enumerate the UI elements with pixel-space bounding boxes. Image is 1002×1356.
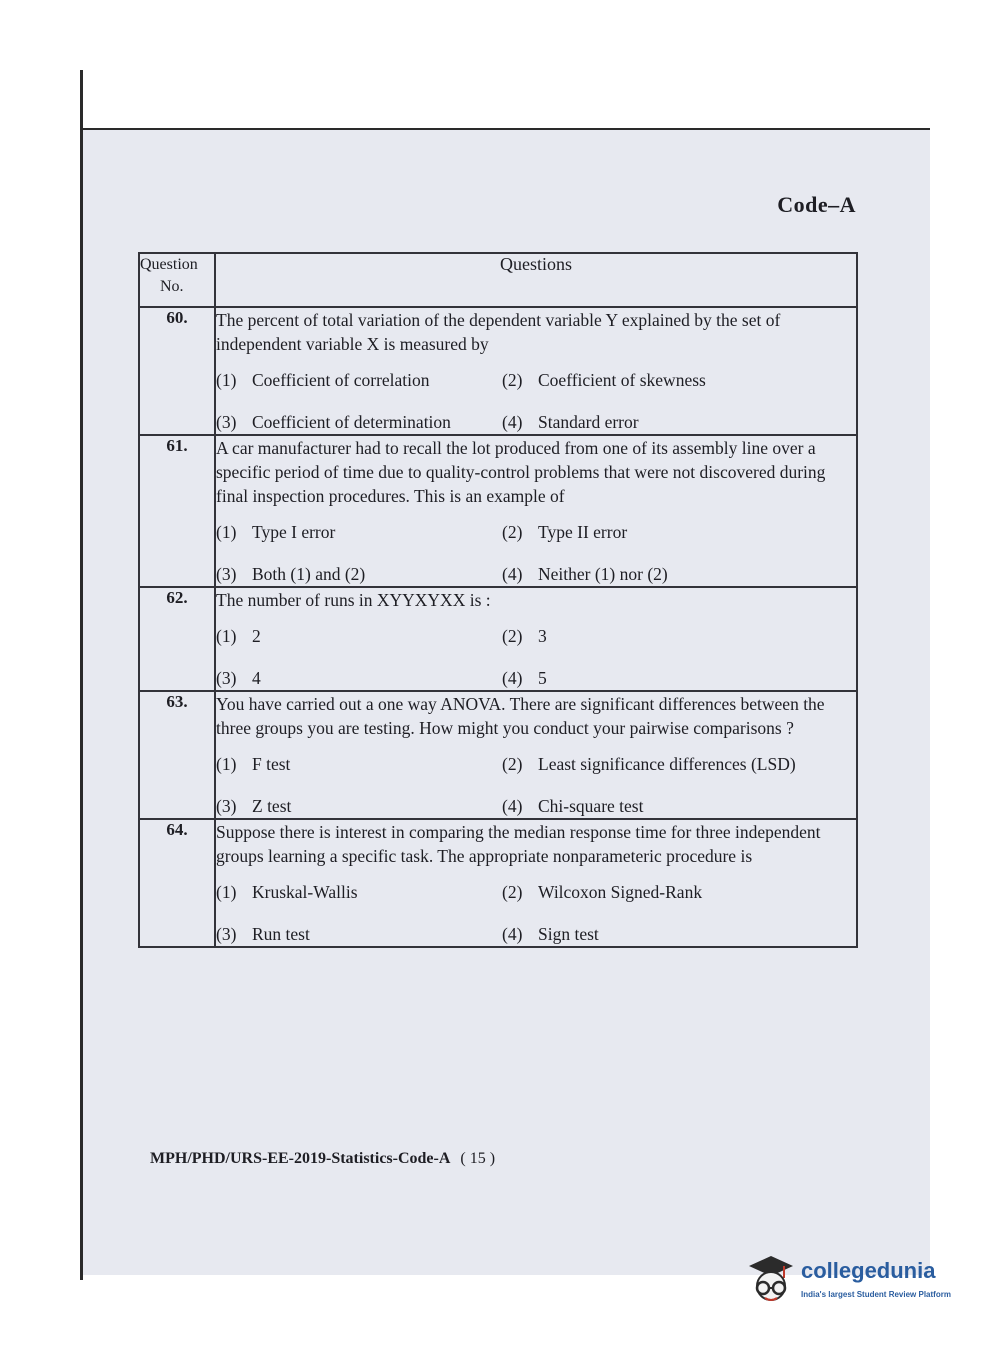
questions-table <box>138 252 858 948</box>
question-text: A car manufacturer had to recall the lot produced from one of its assembly line over a specific period of time due to quality-control problems that were not discovered during final inspection procedures. This is an example of <box>216 438 826 506</box>
question-row <box>139 307 857 435</box>
question-text: The number of runs in XYYXYXX is : <box>216 590 491 610</box>
option-number: (1) <box>216 626 237 646</box>
question-body <box>215 587 857 691</box>
option-number: (1) <box>216 882 237 902</box>
column-header-questions: Questions <box>215 253 857 307</box>
option <box>502 520 856 544</box>
option <box>502 880 856 904</box>
option-label: Coefficient of skewness <box>538 370 706 390</box>
option <box>502 562 856 586</box>
question-number: 62. <box>139 587 215 691</box>
options-grid <box>216 752 856 818</box>
option <box>502 666 856 690</box>
option-number: (4) <box>502 564 523 584</box>
option-label: 2 <box>252 626 261 646</box>
option <box>502 922 856 946</box>
option-label: Coefficient of correlation <box>252 370 430 390</box>
option-label: Type II error <box>538 522 628 542</box>
question-number: 64. <box>139 819 215 947</box>
option-number: (2) <box>502 626 523 646</box>
page-number: ( 15 ) <box>460 1150 496 1167</box>
option-number: (4) <box>502 924 523 944</box>
option <box>216 562 496 586</box>
option-label: Both (1) and (2) <box>252 564 366 584</box>
option-label: Chi-square test <box>538 796 644 816</box>
option <box>502 794 856 818</box>
question-number: 61. <box>139 435 215 587</box>
option <box>216 794 496 818</box>
option-number: (4) <box>502 412 523 432</box>
option-label: 5 <box>538 668 547 688</box>
option-number: (1) <box>216 370 237 390</box>
collegedunia-logo[interactable] <box>745 1252 975 1312</box>
option-number: (3) <box>216 564 237 584</box>
option-label: Neither (1) nor (2) <box>538 564 668 584</box>
option-number: (2) <box>502 754 523 774</box>
logo-tagline: India's largest Student Review Platform <box>801 1290 951 1299</box>
option <box>502 752 856 776</box>
option-label: Standard error <box>538 412 639 432</box>
column-header-question-no <box>139 253 215 307</box>
option-label: 3 <box>538 626 547 646</box>
question-body <box>215 819 857 947</box>
option-number: (4) <box>502 796 523 816</box>
options-grid <box>216 624 856 690</box>
question-number: 60. <box>139 307 215 435</box>
option <box>216 624 496 648</box>
option <box>216 410 496 434</box>
option-label: Least significance differences (LSD) <box>538 754 796 774</box>
option-label: Sign test <box>538 924 599 944</box>
page-footer <box>150 1150 495 1168</box>
option <box>502 368 856 392</box>
option <box>502 410 856 434</box>
question-body <box>215 307 857 435</box>
option-number: (3) <box>216 412 237 432</box>
logo-brand: collegedunia <box>801 1258 936 1283</box>
option-number: (3) <box>216 668 237 688</box>
question-text: You have carried out a one way ANOVA. There are significant differences between the three groups you are testing. How might you conduct your pairwise comparisons ? <box>216 694 825 738</box>
option-number: (2) <box>502 882 523 902</box>
option-number: (2) <box>502 522 523 542</box>
option-number: (3) <box>216 924 237 944</box>
option-label: Type I error <box>252 522 336 542</box>
option <box>216 520 496 544</box>
option-label: F test <box>252 754 291 774</box>
column-header-line2: No. <box>160 278 184 295</box>
question-row <box>139 819 857 947</box>
option <box>502 624 856 648</box>
code-label: Code–A <box>777 192 856 217</box>
question-row <box>139 587 857 691</box>
question-text: Suppose there is interest in comparing the median response time for three independent groups learning a specific task. The appropriate nonparameteric procedure is <box>216 822 821 866</box>
option-label: Run test <box>252 924 310 944</box>
option-number: (2) <box>502 370 523 390</box>
question-text: The percent of total variation of the dependent variable Y explained by the set of independent variable X is measured by <box>216 310 781 354</box>
question-row <box>139 435 857 587</box>
option-number: (4) <box>502 668 523 688</box>
option <box>216 752 496 776</box>
option-label: 4 <box>252 668 261 688</box>
option-label: Z test <box>252 796 292 816</box>
option-number: (1) <box>216 754 237 774</box>
question-body <box>215 691 857 819</box>
paper-code: MPH/PHD/URS-EE-2019-Statistics-Code-A <box>150 1150 451 1167</box>
question-row <box>139 691 857 819</box>
mascot-icon <box>745 1252 797 1310</box>
option-number: (3) <box>216 796 237 816</box>
table-header-row <box>139 253 857 307</box>
page-edge-top <box>80 128 930 130</box>
question-number: 63. <box>139 691 215 819</box>
question-body <box>215 435 857 587</box>
options-grid <box>216 880 856 946</box>
option <box>216 880 496 904</box>
option-label: Wilcoxon Signed-Rank <box>538 882 703 902</box>
column-header-line1: Question <box>140 256 198 273</box>
option-label: Kruskal-Wallis <box>252 882 358 902</box>
option <box>216 666 496 690</box>
option <box>216 922 496 946</box>
option <box>216 368 496 392</box>
options-grid <box>216 520 856 586</box>
page-edge-left <box>80 70 83 1280</box>
options-grid <box>216 368 856 434</box>
option-label: Coefficient of determination <box>252 412 451 432</box>
option-number: (1) <box>216 522 237 542</box>
